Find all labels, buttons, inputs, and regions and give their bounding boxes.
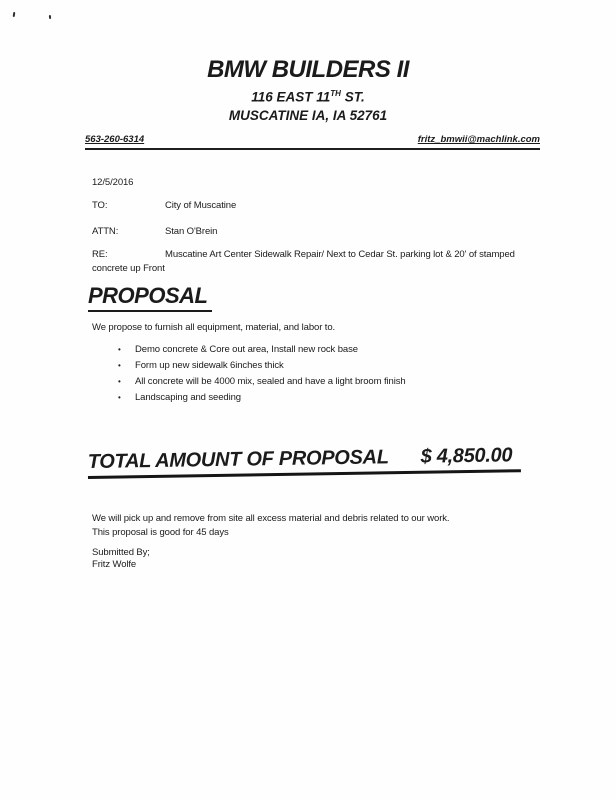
field-value: Muscatine Art Center Sidewalk Repair/ Next to Cedar St. parking lot & 20' of stamped (165, 249, 515, 260)
proposal-heading: PROPOSAL (88, 283, 212, 312)
company-title: BMW BUILDERS II (207, 56, 409, 83)
proposal-intro: We propose to furnish all equipment, material, and labor to. (92, 322, 336, 333)
field-value: Stan O'Brein (165, 226, 218, 237)
signer-name: Fritz Wolfe (92, 559, 137, 570)
field-row-to (92, 200, 236, 211)
field-label: ATTN: (92, 226, 119, 237)
bullet-marker: • (118, 345, 121, 354)
bullet-item (118, 392, 406, 403)
total-amount: $ 4,850.00 (420, 444, 513, 468)
bullet-text: Landscaping and seeding (135, 392, 241, 403)
field-value: City of Muscatine (165, 200, 237, 211)
bullet-text: All concrete will be 4000 mix, sealed and have a light broom finish (135, 376, 406, 387)
total-heading (88, 444, 521, 479)
company-address-line1: 116 EAST 11TH ST. (251, 89, 365, 105)
field-label: RE: (92, 249, 108, 260)
bullet-item (118, 344, 406, 355)
field-label: TO: (92, 200, 108, 211)
submitted-by: Submitted By; (92, 547, 150, 558)
letterhead (85, 56, 531, 123)
closing-line: This proposal is good for 45 days (92, 527, 229, 538)
letter-date: 12/5/2016 (92, 177, 134, 188)
closing-line: We will pick up and remove from site all excess material and debris related to our work. (92, 513, 450, 524)
bullet-marker: • (118, 393, 121, 402)
company-address-line2: MUSCATINE IA, IA 52761 (228, 107, 388, 123)
bullet-list (118, 344, 406, 408)
scan-artifact (13, 12, 16, 17)
bullet-item (118, 360, 406, 371)
company-phone: 563-260-6314 (85, 134, 145, 145)
company-email: fritz_bmwii@machlink.com (417, 134, 540, 145)
bullet-item (118, 376, 406, 387)
bullet-marker: • (118, 361, 121, 370)
bullet-marker: • (118, 377, 121, 386)
signature-block (92, 547, 150, 571)
scan-artifact (49, 15, 51, 19)
bullet-text: Demo concrete & Core out area, Install new rock base (135, 344, 358, 355)
field-row-attn (92, 226, 217, 237)
bullet-text: Form up new sidewalk 6inches thick (135, 360, 284, 371)
contact-rule-row (85, 134, 540, 150)
total-label: TOTAL AMOUNT OF PROPOSAL (87, 446, 389, 474)
field-row-re (92, 249, 515, 260)
closing-paragraph (92, 512, 449, 540)
re-wrap-line: concrete up Front (92, 263, 165, 274)
